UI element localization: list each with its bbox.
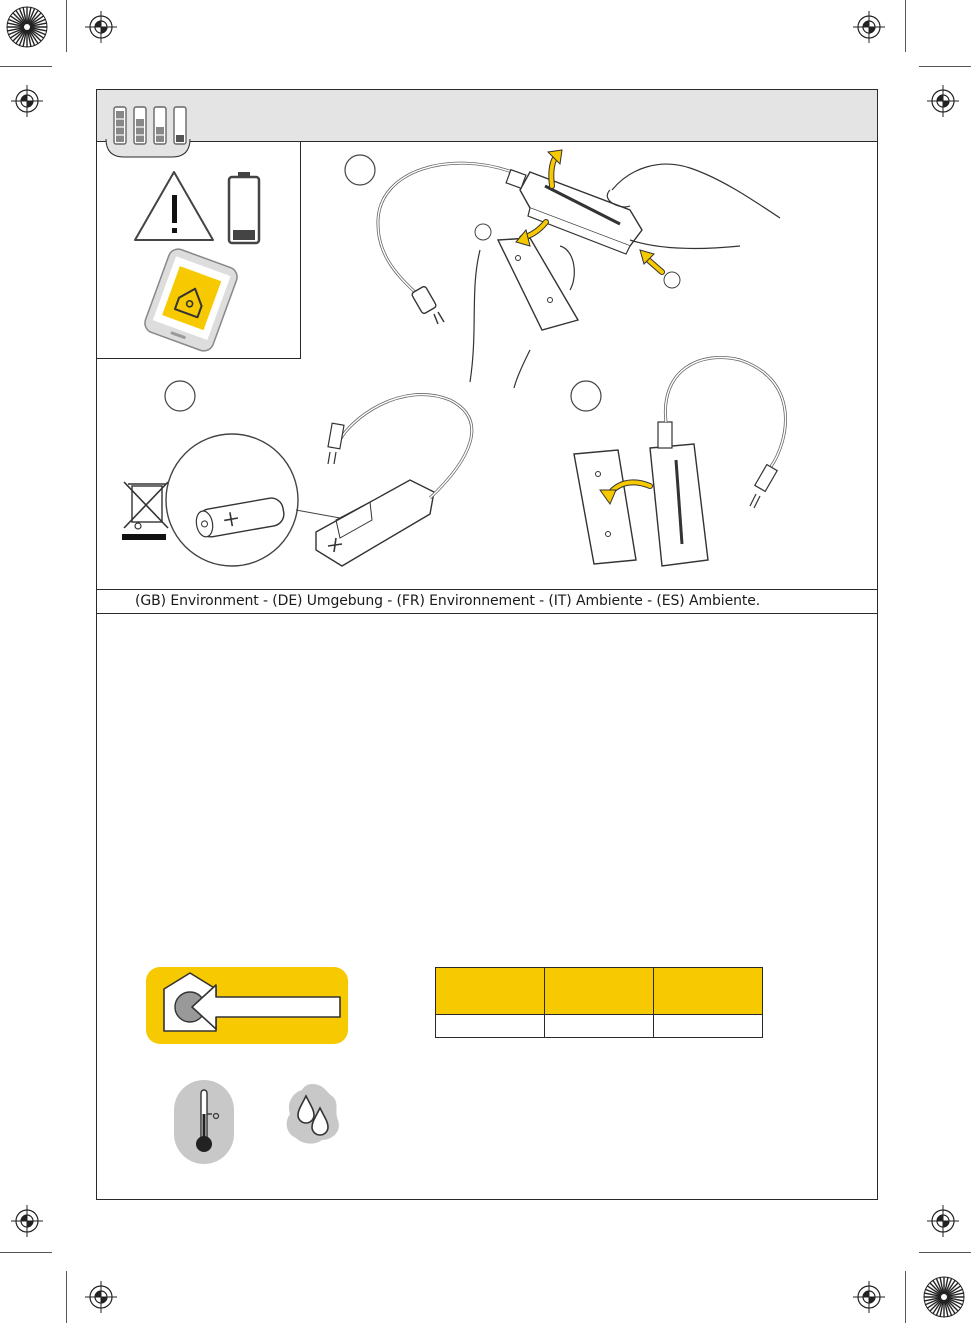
table-cell — [436, 1015, 545, 1038]
step-1a-circle — [475, 224, 491, 240]
humidity-drops-icon — [284, 1082, 340, 1146]
warning-triangle-icon — [133, 170, 215, 242]
table-row — [436, 1015, 763, 1038]
star-target-top-left — [7, 7, 47, 47]
crossed-out-bin-icon — [122, 482, 168, 540]
reg-mark-left-bottom — [11, 1205, 43, 1237]
star-target-bottom-right — [924, 1277, 964, 1317]
reg-mark-bottom-right — [853, 1281, 885, 1313]
specification-table — [435, 967, 763, 1038]
reg-mark-top-left — [85, 11, 117, 43]
table-header-cell — [654, 968, 763, 1015]
caption-row — [97, 589, 877, 614]
indoor-use-icon — [146, 967, 348, 1044]
low-battery-icon — [226, 170, 262, 246]
step-2-circle — [165, 381, 195, 411]
thermometer-icon — [174, 1080, 234, 1164]
table-header-row — [436, 968, 763, 1015]
step-3-circle — [571, 381, 601, 411]
reg-mark-right-bottom — [927, 1205, 959, 1237]
table-cell — [654, 1015, 763, 1038]
reg-mark-top-right — [853, 11, 885, 43]
battery-levels-icon — [100, 95, 200, 159]
step-3-close-cover-illustration — [560, 350, 810, 580]
smartphone-app-icon — [135, 250, 247, 350]
step-1b-circle — [664, 272, 680, 288]
header-bar — [97, 90, 877, 142]
step-2-remove-battery-illustration — [120, 380, 500, 580]
reg-mark-right-top — [927, 85, 959, 117]
environment-caption: (GB) Environment - (DE) Umgebung - (FR) Environnement - (IT) Ambiente - (ES) Ambiente. — [135, 593, 761, 609]
step-1-circle — [345, 155, 375, 185]
table-header-cell — [545, 968, 654, 1015]
reg-mark-bottom-left — [85, 1281, 117, 1313]
table-header-cell — [436, 968, 545, 1015]
reg-mark-left-top — [11, 85, 43, 117]
table-cell — [545, 1015, 654, 1038]
